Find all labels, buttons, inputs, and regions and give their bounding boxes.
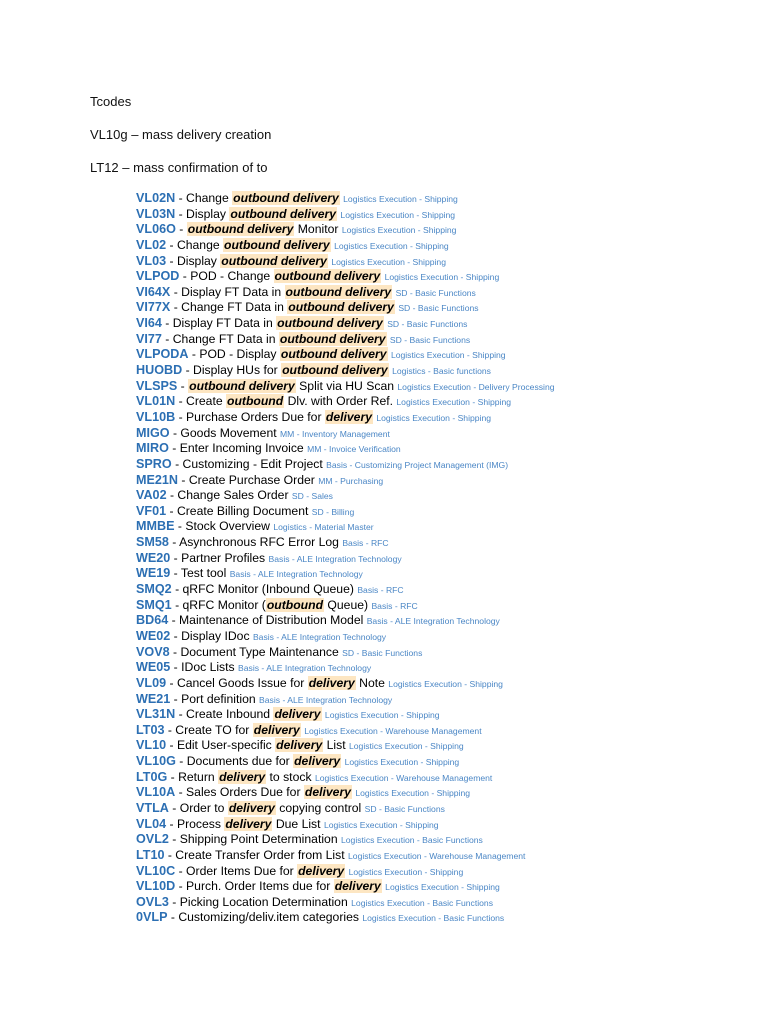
tcode-code[interactable]: VL10D (136, 879, 176, 894)
tcode-description: - Create TO for (164, 722, 253, 737)
tcode-description: - Sales Orders Due for (175, 785, 304, 800)
search-highlight: outbound delivery (282, 363, 388, 378)
tcode-description: - POD - Change (179, 269, 274, 284)
application-area-link[interactable]: SD - Basic Functions (389, 334, 471, 345)
tcode-code[interactable]: OVL2 (136, 832, 169, 847)
tcode-description: - Change (175, 191, 233, 205)
application-area-link[interactable]: Logistics Execution - Delivery Processing (397, 381, 555, 392)
tcode-description: - Goods Movement (169, 425, 277, 440)
search-highlight: delivery (276, 738, 323, 753)
tcode-row (136, 832, 756, 848)
tcode-description: - POD - Display (188, 347, 280, 362)
tcode-description: - IDoc Lists (170, 660, 235, 675)
application-area-link[interactable]: SD - Basic Functions (398, 303, 479, 314)
tcode-code[interactable]: SMQ1 (136, 597, 172, 612)
application-area-link[interactable]: Logistics Execution - Shipping (348, 741, 464, 752)
application-area-link[interactable]: SD - Billing (311, 506, 355, 517)
tcode-description: - Documents due for (175, 754, 294, 769)
tcode-description: Monitor (294, 222, 339, 237)
tcode-code[interactable]: MMBE (136, 519, 175, 534)
tcode-code[interactable]: VL06O (136, 222, 176, 237)
tcode-code[interactable]: ME21N (136, 472, 178, 487)
tcode-row (136, 457, 756, 473)
tcode-description: Split via HU Scan (295, 378, 394, 393)
tcode-row (136, 598, 756, 614)
tcode-row (136, 551, 756, 567)
note-mass-delivery: VL10g – mass delivery creation (90, 127, 272, 142)
application-area-link[interactable]: Logistics Execution - Shipping (344, 757, 460, 768)
tcode-code[interactable]: 0VLP (136, 910, 168, 925)
tcode-code[interactable]: VLPODA (136, 347, 189, 362)
application-area-link[interactable]: MM - Inventory Management (280, 428, 390, 439)
tcode-code[interactable]: MIGO (136, 425, 170, 440)
tcode-description: - Display HUs for (182, 363, 282, 378)
tcode-code[interactable]: VL03 (136, 253, 167, 268)
tcode-description: - Change FT Data in (161, 331, 279, 346)
tcode-description: - Create Billing Document (166, 503, 309, 518)
tcode-description: - Display FT Data in (170, 284, 285, 299)
tcode-row (136, 676, 756, 692)
tcode-row (136, 864, 756, 880)
search-highlight: outbound delivery (279, 331, 386, 346)
application-area-link[interactable]: Logistics Execution - Basic Functions (351, 897, 494, 908)
note-mass-confirmation: LT12 – mass confirmation of to (90, 160, 268, 175)
tcode-description: - Change (166, 237, 224, 252)
tcode-description: - Process (166, 816, 225, 831)
application-area-link[interactable]: Logistics Execution - Warehouse Management (348, 850, 526, 861)
search-highlight: outbound delivery (189, 378, 295, 393)
tcode-description: to stock (266, 769, 312, 784)
tcode-description: - Create Inbound (175, 707, 274, 722)
tcode-description: - Edit User-specific (166, 738, 276, 753)
tcode-row (136, 566, 756, 582)
tcode-code[interactable]: VI64 (136, 316, 162, 331)
tcode-description: - Create Purchase Order (178, 472, 315, 487)
tcode-code[interactable]: OVL3 (136, 894, 169, 909)
tcode-row (136, 300, 756, 316)
application-area-link[interactable]: Basis - ALE Integration Technology (259, 694, 393, 705)
tcode-row (136, 692, 756, 708)
tcode-row (136, 254, 756, 270)
search-highlight: delivery (308, 675, 355, 690)
search-highlight: outbound delivery (285, 284, 392, 299)
application-area-link[interactable]: Logistics - Material Master (273, 522, 374, 533)
tcode-description: - Display (166, 253, 221, 268)
application-area-link[interactable]: Logistics Execution - Shipping (348, 866, 464, 877)
tcode-row (136, 285, 756, 301)
tcode-row (136, 238, 756, 254)
tcode-code[interactable]: VOV8 (136, 644, 170, 659)
tcode-row (136, 723, 756, 739)
tcode-row (136, 426, 756, 442)
tcode-code[interactable]: VLSPS (136, 378, 178, 393)
tcode-code[interactable]: WE02 (136, 628, 171, 643)
tcode-code[interactable]: VL10B (136, 409, 176, 424)
tcode-code[interactable]: LT03 (136, 722, 165, 737)
tcode-description: - Order Items Due for (175, 863, 298, 878)
tcode-description: - Customizing - Edit Project (171, 456, 323, 471)
tcode-code[interactable]: WE05 (136, 660, 171, 675)
application-area-link[interactable]: Basis - ALE Integration Technology (238, 663, 372, 674)
tcode-description: - Partner Profiles (170, 550, 266, 565)
tcode-row (136, 660, 756, 676)
tcode-code[interactable]: LT10 (136, 847, 165, 862)
tcode-description: - Create Transfer Order from List (164, 847, 345, 862)
application-area-link[interactable]: Basis - ALE Integration Technology (366, 616, 500, 627)
tcode-description: - (175, 222, 187, 237)
application-area-link[interactable]: Logistics Execution - Basic Functions (340, 835, 483, 846)
search-highlight: delivery (219, 769, 266, 784)
tcode-code[interactable]: SMQ2 (136, 582, 172, 597)
search-highlight: delivery (304, 785, 351, 800)
tcode-code[interactable]: VL10 (136, 738, 167, 753)
tcode-code[interactable]: BD64 (136, 613, 169, 628)
application-area-link[interactable]: Basis - ALE Integration Technology (229, 569, 363, 580)
tcode-row (136, 394, 756, 410)
tcode-description: Queue) (324, 597, 369, 612)
tcode-row (136, 629, 756, 645)
tcode-code[interactable]: VL01N (136, 394, 176, 409)
application-area-link[interactable]: Logistics Execution - Shipping (388, 678, 503, 689)
application-area-link[interactable]: Logistics Execution - Shipping (390, 350, 506, 361)
tcode-description: copying control (275, 800, 362, 815)
application-area-link[interactable]: SD - Basic Functions (342, 647, 423, 658)
application-area-link[interactable]: Logistics Execution - Shipping (334, 240, 449, 251)
application-area-link[interactable]: Logistics Execution - Shipping (343, 194, 458, 204)
tcode-description: - Asynchronous RFC Error Log (168, 535, 339, 550)
application-area-link[interactable]: SD - Basic Functions (387, 319, 468, 330)
search-highlight: delivery (325, 409, 372, 424)
tcode-row (136, 316, 756, 332)
tcode-description: - Display FT Data in (161, 316, 277, 331)
tcode-description: - Display IDoc (170, 628, 250, 643)
tcode-description: - Shipping Point Determination (168, 832, 338, 847)
tcode-code[interactable]: VI77 (136, 331, 162, 346)
tcode-code[interactable]: HUOBD (136, 363, 183, 378)
application-area-link[interactable]: Logistics Execution - Shipping (324, 710, 440, 721)
tcode-row (136, 895, 756, 911)
application-area-link[interactable]: SD - Basic Functions (364, 803, 445, 814)
tcode-row (136, 363, 756, 379)
tcode-code[interactable]: VA02 (136, 488, 167, 503)
search-highlight: delivery (334, 879, 381, 894)
tcode-description: - Change Sales Order (166, 488, 289, 503)
tcode-description: - Create (175, 394, 227, 409)
tcode-code[interactable]: VI64X (136, 284, 171, 299)
tcode-row (136, 801, 756, 817)
tcode-row (136, 707, 756, 723)
tcode-row (136, 441, 756, 457)
tcode-row (136, 785, 756, 801)
tcode-row (136, 488, 756, 504)
tcode-row (136, 473, 756, 489)
tcode-code[interactable]: VL10C (136, 863, 176, 878)
tcode-code[interactable]: MIRO (136, 441, 169, 456)
tcode-row (136, 504, 756, 520)
application-area-link[interactable]: Logistics Execution - Warehouse Management (304, 725, 482, 736)
tcode-code[interactable]: VF01 (136, 503, 167, 518)
tcode-description: - Customizing/deliv.item categories (167, 910, 359, 925)
application-area-link[interactable]: Logistics Execution - Shipping (341, 225, 457, 236)
application-area-link[interactable]: Logistics Execution - Shipping (331, 256, 446, 267)
tcode-row (136, 645, 756, 661)
application-area-link[interactable]: Basis - RFC (371, 600, 418, 611)
tcode-description: Dlv. with Order Ref. (284, 394, 393, 409)
tcode-description: Note (355, 675, 385, 690)
tcode-row (136, 910, 756, 926)
application-area-link[interactable]: MM - Invoice Verification (307, 444, 401, 455)
tcode-row (136, 332, 756, 348)
application-area-link[interactable]: Basis - ALE Integration Technology (268, 553, 402, 564)
search-highlight: outbound delivery (288, 300, 394, 315)
tcode-code[interactable]: VLPOD (136, 269, 180, 284)
application-area-link[interactable]: Basis - RFC (357, 585, 404, 596)
tcode-code[interactable]: VTLA (136, 800, 169, 815)
application-area-link[interactable]: Logistics Execution - Shipping (396, 397, 512, 408)
tcode-description: - Purch. Order Items due for (175, 879, 334, 894)
application-area-link[interactable]: SD - Sales (291, 491, 333, 502)
tcode-description: - Return (167, 769, 219, 784)
tcode-row (136, 817, 756, 833)
tcode-code[interactable]: WE21 (136, 691, 171, 706)
tcode-code[interactable]: VI77X (136, 300, 171, 315)
search-highlight: delivery (294, 754, 341, 769)
application-area-link[interactable]: Logistics Execution - Shipping (355, 788, 471, 799)
search-highlight: outbound delivery (277, 316, 383, 331)
application-area-link[interactable]: Basis - ALE Integration Technology (252, 631, 387, 642)
application-area-link[interactable]: Logistics Execution - Shipping (376, 412, 492, 423)
tcode-row (136, 535, 756, 551)
tcode-row (136, 191, 756, 207)
tcode-code[interactable]: VL09 (136, 675, 167, 690)
tcode-description: - qRFC Monitor (Inbound Queue) (171, 582, 354, 597)
application-area-link[interactable]: MM - Purchasing (318, 475, 384, 486)
application-area-link[interactable]: Basis - Customizing Project Management (IMG) (326, 459, 509, 470)
tcode-code[interactable]: VL10A (136, 785, 176, 800)
tcode-row (136, 848, 756, 864)
tcode-description: - Maintenance of Distribution Model (168, 613, 364, 628)
tcode-row (136, 613, 756, 629)
application-area-link[interactable]: Logistics Execution - Shipping (385, 882, 500, 893)
tcode-row (136, 519, 756, 535)
tcode-row (136, 207, 756, 223)
search-highlight: delivery (298, 863, 345, 878)
tcode-code[interactable]: LT0G (136, 769, 168, 784)
tcode-description: - Port definition (170, 691, 256, 706)
tcode-description: - Picking Location Determination (168, 894, 348, 909)
tcode-code[interactable]: VL03N (136, 206, 176, 221)
tcode-row (136, 770, 756, 786)
search-highlight: outbound delivery (187, 222, 294, 237)
tcode-code[interactable]: VL02N (136, 191, 176, 205)
tcode-row (136, 269, 756, 285)
tcode-row (136, 738, 756, 754)
search-highlight: delivery (274, 707, 321, 722)
tcode-code[interactable]: SPRO (136, 456, 172, 471)
tcode-row (136, 582, 756, 598)
tcode-code[interactable]: WE20 (136, 550, 171, 565)
application-area-link[interactable]: Logistics Execution - Shipping (323, 819, 439, 830)
tcode-row (136, 410, 756, 426)
page-title: Tcodes (90, 94, 132, 109)
search-highlight: outbound delivery (274, 269, 381, 284)
search-highlight: outbound (266, 597, 324, 612)
search-highlight: outbound (227, 394, 284, 409)
tcode-code[interactable]: VL04 (136, 816, 167, 831)
search-highlight: outbound delivery (224, 237, 330, 252)
search-highlight: outbound delivery (221, 253, 327, 268)
search-highlight: outbound delivery (280, 347, 387, 362)
tcode-description: - Document Type Maintenance (169, 644, 339, 659)
tcode-description: - Purchase Orders Due for (175, 409, 325, 424)
tcode-description: - Stock Overview (174, 519, 270, 534)
tcode-description: - Cancel Goods Issue for (166, 675, 308, 690)
application-area-link[interactable]: Logistics Execution - Shipping (340, 209, 456, 220)
application-area-link[interactable]: SD - Basic Functions (395, 287, 476, 298)
tcode-code[interactable]: VL02 (136, 237, 167, 252)
tcode-code[interactable]: SM58 (136, 535, 169, 550)
tcode-row (136, 347, 756, 363)
tcode-code[interactable]: WE19 (136, 566, 171, 581)
search-highlight: outbound delivery (230, 206, 337, 221)
tcode-list (136, 191, 756, 926)
application-area-link[interactable]: Logistics Execution - Basic Functions (362, 913, 505, 924)
search-highlight: delivery (253, 722, 300, 737)
tcode-code[interactable]: VL10G (136, 754, 176, 769)
tcode-description: - Test tool (170, 566, 227, 581)
tcode-description: - Order to (168, 800, 228, 815)
tcode-description: - (177, 378, 189, 393)
tcode-description: - Enter Incoming Invoice (168, 441, 304, 456)
tcode-row (136, 754, 756, 770)
application-area-link[interactable]: Logistics - Basic functions (392, 366, 491, 377)
search-highlight: delivery (228, 800, 275, 815)
tcode-row (136, 879, 756, 895)
application-area-link[interactable]: Basis - RFC (342, 538, 389, 549)
tcode-description: - Change FT Data in (170, 300, 288, 315)
application-area-link[interactable]: Logistics Execution - Shipping (384, 272, 500, 283)
tcode-row (136, 379, 756, 395)
search-highlight: outbound delivery (233, 191, 339, 205)
tcode-row (136, 222, 756, 238)
application-area-link[interactable]: Logistics Execution - Warehouse Management (314, 772, 493, 783)
search-highlight: delivery (225, 816, 272, 831)
tcode-description: Due List (272, 816, 321, 831)
tcode-description: - Display (175, 206, 230, 221)
tcode-description: List (323, 738, 346, 753)
tcode-description: - qRFC Monitor ( (171, 597, 266, 612)
tcode-code[interactable]: VL31N (136, 707, 176, 722)
